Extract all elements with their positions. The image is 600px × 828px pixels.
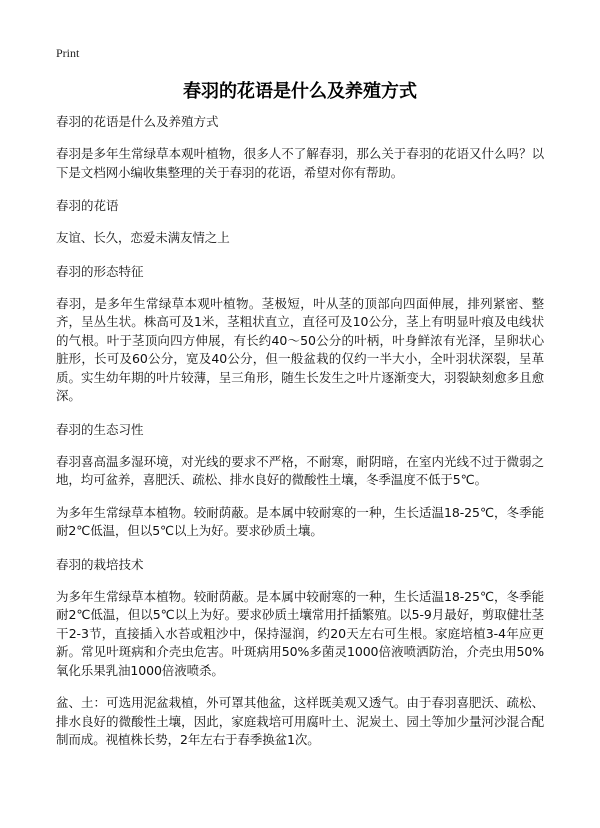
ecology-paragraph-2: 为多年生常绿草本植物。较耐荫蔽。是本属中较耐寒的一种，生长适温18-25℃，冬季能耐2℃低温，但以5℃以上为好。要求砂质土壤。 [56, 504, 544, 538]
section-heading-ecology: 春羽的生态习性 [56, 421, 144, 437]
intro-paragraph: 春羽是多年生常绿草本观叶植物，很多人不了解春羽，那么关于春羽的花语又什么吗？以下是文档网小编收集整理的关于春羽的花语，希望对你有帮助。 [56, 146, 544, 180]
cultivation-paragraph-2: 盆、土：可选用泥盆栽植，外可罩其他盆，这样既美观又透气。由于春羽喜肥沃、疏松、排水良好的微酸性土壤，因此，家庭栽培可用腐叶土、泥炭土、园土等加少量河沙混合配制而成。视植株长势，2年左右于春季换盆1次。 [56, 695, 544, 747]
flower-language-paragraph: 友谊、长久，恋爱未满友情之上 [56, 230, 230, 245]
ecology-paragraph-1: 春羽喜高温多湿环境，对光线的要求不严格，不耐寒，耐阴暗，在室内光线不过于微弱之地，均可盆养，喜肥沃、疏松、排水良好的微酸性土壤，冬季温度不低于5℃。 [56, 453, 544, 487]
morphology-paragraph: 春羽，是多年生常绿草本观叶植物。茎极短，叶从茎的顶部向四面伸展，排列紧密、整齐，呈丛生状。株高可及1米，茎粗状直立，直径可及10公分，茎上有明显叶痕及电线状的气根。叶于茎顶向四方伸展，有长约40～50公分的叶柄，叶身鲜浓有光泽，呈卵状心脏形，长可及60公分，宽及40公分，但一般盆栽的仅约一半大小，全叶羽状深裂，呈革质。实生幼年期的叶片较薄，呈三角形，随生长发生之叶片逐渐变大，羽裂缺刻愈多且愈深。 [56, 295, 544, 403]
print-label[interactable]: Print [56, 46, 80, 60]
cultivation-paragraph-1: 为多年生常绿草本植物。较耐荫蔽。是本属中较耐寒的一种，生长适温18-25℃，冬季能耐2℃低温，但以5℃以上为好。要求砂质土壤常用扦插繁殖。以5-9月最好，剪取健壮茎干2-3节，直接插入水苔或粗沙中，保持湿润，约20天左右可生根。家庭培植3-4年应更新。常见叶斑病和介壳虫危害。叶斑病用50%多菌灵1000倍液喷洒防治，介壳虫用50%氧化乐果乳油1000倍液喷杀。 [56, 588, 544, 678]
document-title: 春羽的花语是什么及养殖方式 [183, 81, 417, 102]
document-subtitle: 春羽的花语是什么及养殖方式 [56, 114, 219, 129]
section-heading-cultivation: 春羽的栽培技术 [56, 556, 144, 572]
section-heading-flower-language: 春羽的花语 [56, 198, 119, 213]
section-heading-morphology: 春羽的形态特征 [56, 263, 144, 279]
